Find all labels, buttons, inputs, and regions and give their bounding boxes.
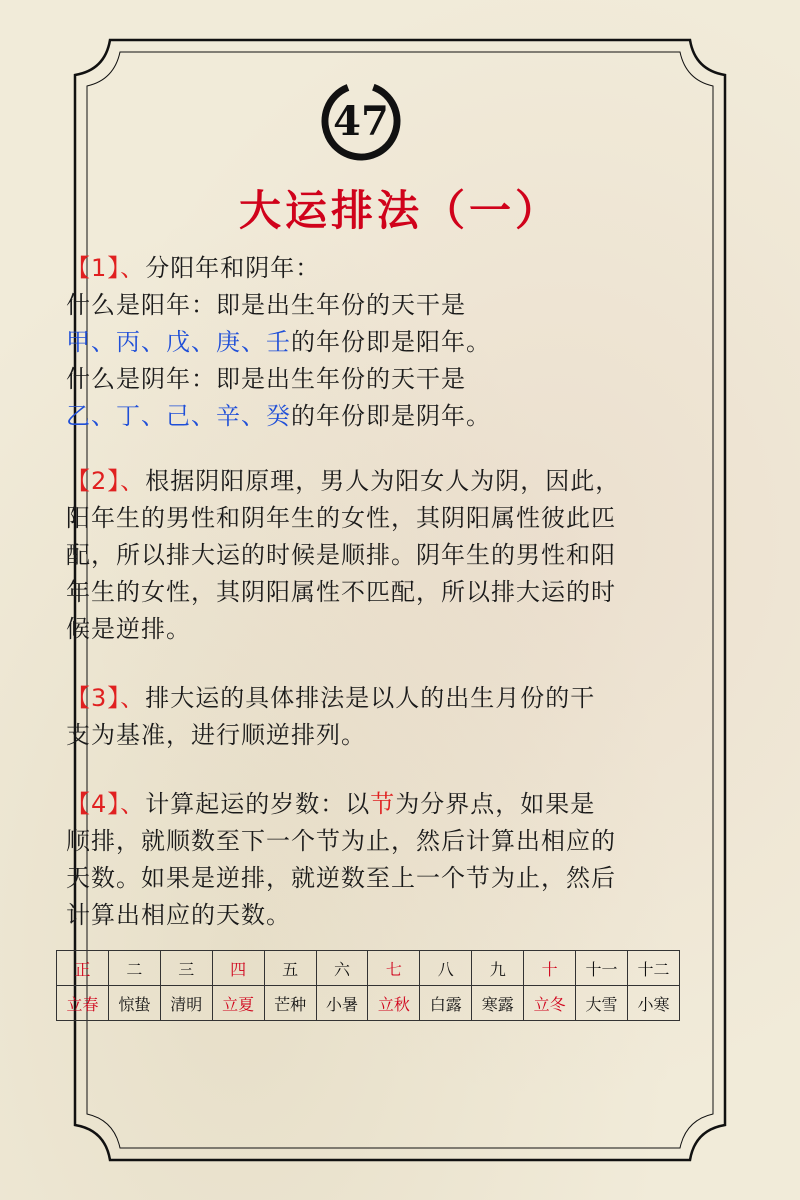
month-term-table <box>56 950 680 1021</box>
text-segment: 什么是阳年：即是出生年份的天干是 <box>66 291 466 319</box>
solar-term-cell: 立春 <box>57 986 109 1021</box>
text-line <box>66 786 706 823</box>
text-segment: 【4】、 <box>66 790 146 818</box>
text-line <box>66 324 706 361</box>
month-cell: 七 <box>368 951 420 986</box>
text-segment: 节 <box>370 790 396 818</box>
solar-term-cell: 小暑 <box>316 986 368 1021</box>
section-2 <box>66 463 706 648</box>
text-segment: 乙、丁、己、辛、癸 <box>66 402 291 430</box>
solar-term-cell: 立秋 <box>368 986 420 1021</box>
solar-term-cell: 寒露 <box>472 986 524 1021</box>
text-line <box>66 398 706 435</box>
text-segment: 顺排，就顺数至下一个节为止，然后计算出相应的 <box>66 827 616 855</box>
section-4 <box>66 786 706 934</box>
text-segment: 配，所以排大运的时候是顺排。阴年生的男性和阳 <box>66 541 616 569</box>
text-line <box>66 500 706 537</box>
solar-term-cell: 清明 <box>160 986 212 1021</box>
text-line <box>66 823 706 860</box>
solar-term-cell: 立夏 <box>212 986 264 1021</box>
text-segment: 候是逆排。 <box>66 615 191 643</box>
solar-term-cell: 大雪 <box>576 986 628 1021</box>
text-segment: 【1】、 <box>66 254 146 282</box>
text-line <box>66 537 706 574</box>
text-segment: 的年份即是阳年。 <box>291 328 491 356</box>
text-segment: 分阳年和阴年： <box>145 254 321 282</box>
solar-term-cell: 白露 <box>420 986 472 1021</box>
page-title: 大运排法（一） <box>238 186 561 235</box>
month-cell: 九 <box>472 951 524 986</box>
months-row <box>57 951 680 986</box>
number-badge <box>316 76 406 166</box>
month-cell: 三 <box>160 951 212 986</box>
text-line <box>66 361 706 398</box>
badge-number: 47 <box>333 97 389 145</box>
solar-term-cell: 惊蛰 <box>108 986 160 1021</box>
text-segment: 根据阴阳原理，男人为阳女人为阴，因此， <box>145 467 621 495</box>
solar-term-cell: 芒种 <box>264 986 316 1021</box>
text-line <box>66 250 706 287</box>
text-segment: 阳年生的男性和阴年生的女性，其阴阳属性彼此匹 <box>66 504 616 532</box>
text-segment: 计算出相应的天数。 <box>66 901 291 929</box>
month-cell: 五 <box>264 951 316 986</box>
solar-term-cell: 小寒 <box>627 986 679 1021</box>
text-line <box>66 897 706 934</box>
month-cell: 十二 <box>627 951 679 986</box>
month-cell: 二 <box>108 951 160 986</box>
text-segment: 【2】、 <box>66 467 146 495</box>
text-segment: 年生的女性，其阴阳属性不匹配，所以排大运的时 <box>66 578 616 606</box>
text-segment: 什么是阴年：即是出生年份的天干是 <box>66 365 466 393</box>
text-line <box>66 463 706 500</box>
text-segment: 天数。如果是逆排，就逆数至上一个节为止，然后 <box>66 864 616 892</box>
terms-row <box>57 986 680 1021</box>
section-3 <box>66 680 706 754</box>
text-segment: 排大运的具体排法是以人的出生月份的干 <box>145 684 596 712</box>
section-1 <box>66 250 706 435</box>
text-segment: 的年份即是阴年。 <box>291 402 491 430</box>
text-line <box>66 574 706 611</box>
text-line <box>66 287 706 324</box>
month-cell: 六 <box>316 951 368 986</box>
month-cell: 十一 <box>576 951 628 986</box>
text-segment: 为分界点，如果是 <box>395 790 596 818</box>
text-segment: 支为基准，进行顺逆排列。 <box>66 721 366 749</box>
month-cell: 正 <box>57 951 109 986</box>
text-line <box>66 860 706 897</box>
month-cell: 八 <box>420 951 472 986</box>
text-segment: 甲、丙、戊、庚、壬 <box>66 328 291 356</box>
text-line <box>66 717 706 754</box>
text-segment: 计算起运的岁数：以 <box>145 790 371 818</box>
text-line <box>66 611 706 648</box>
month-cell: 十 <box>524 951 576 986</box>
text-line <box>66 680 706 717</box>
solar-term-cell: 立冬 <box>524 986 576 1021</box>
month-cell: 四 <box>212 951 264 986</box>
text-segment: 【3】、 <box>66 684 146 712</box>
